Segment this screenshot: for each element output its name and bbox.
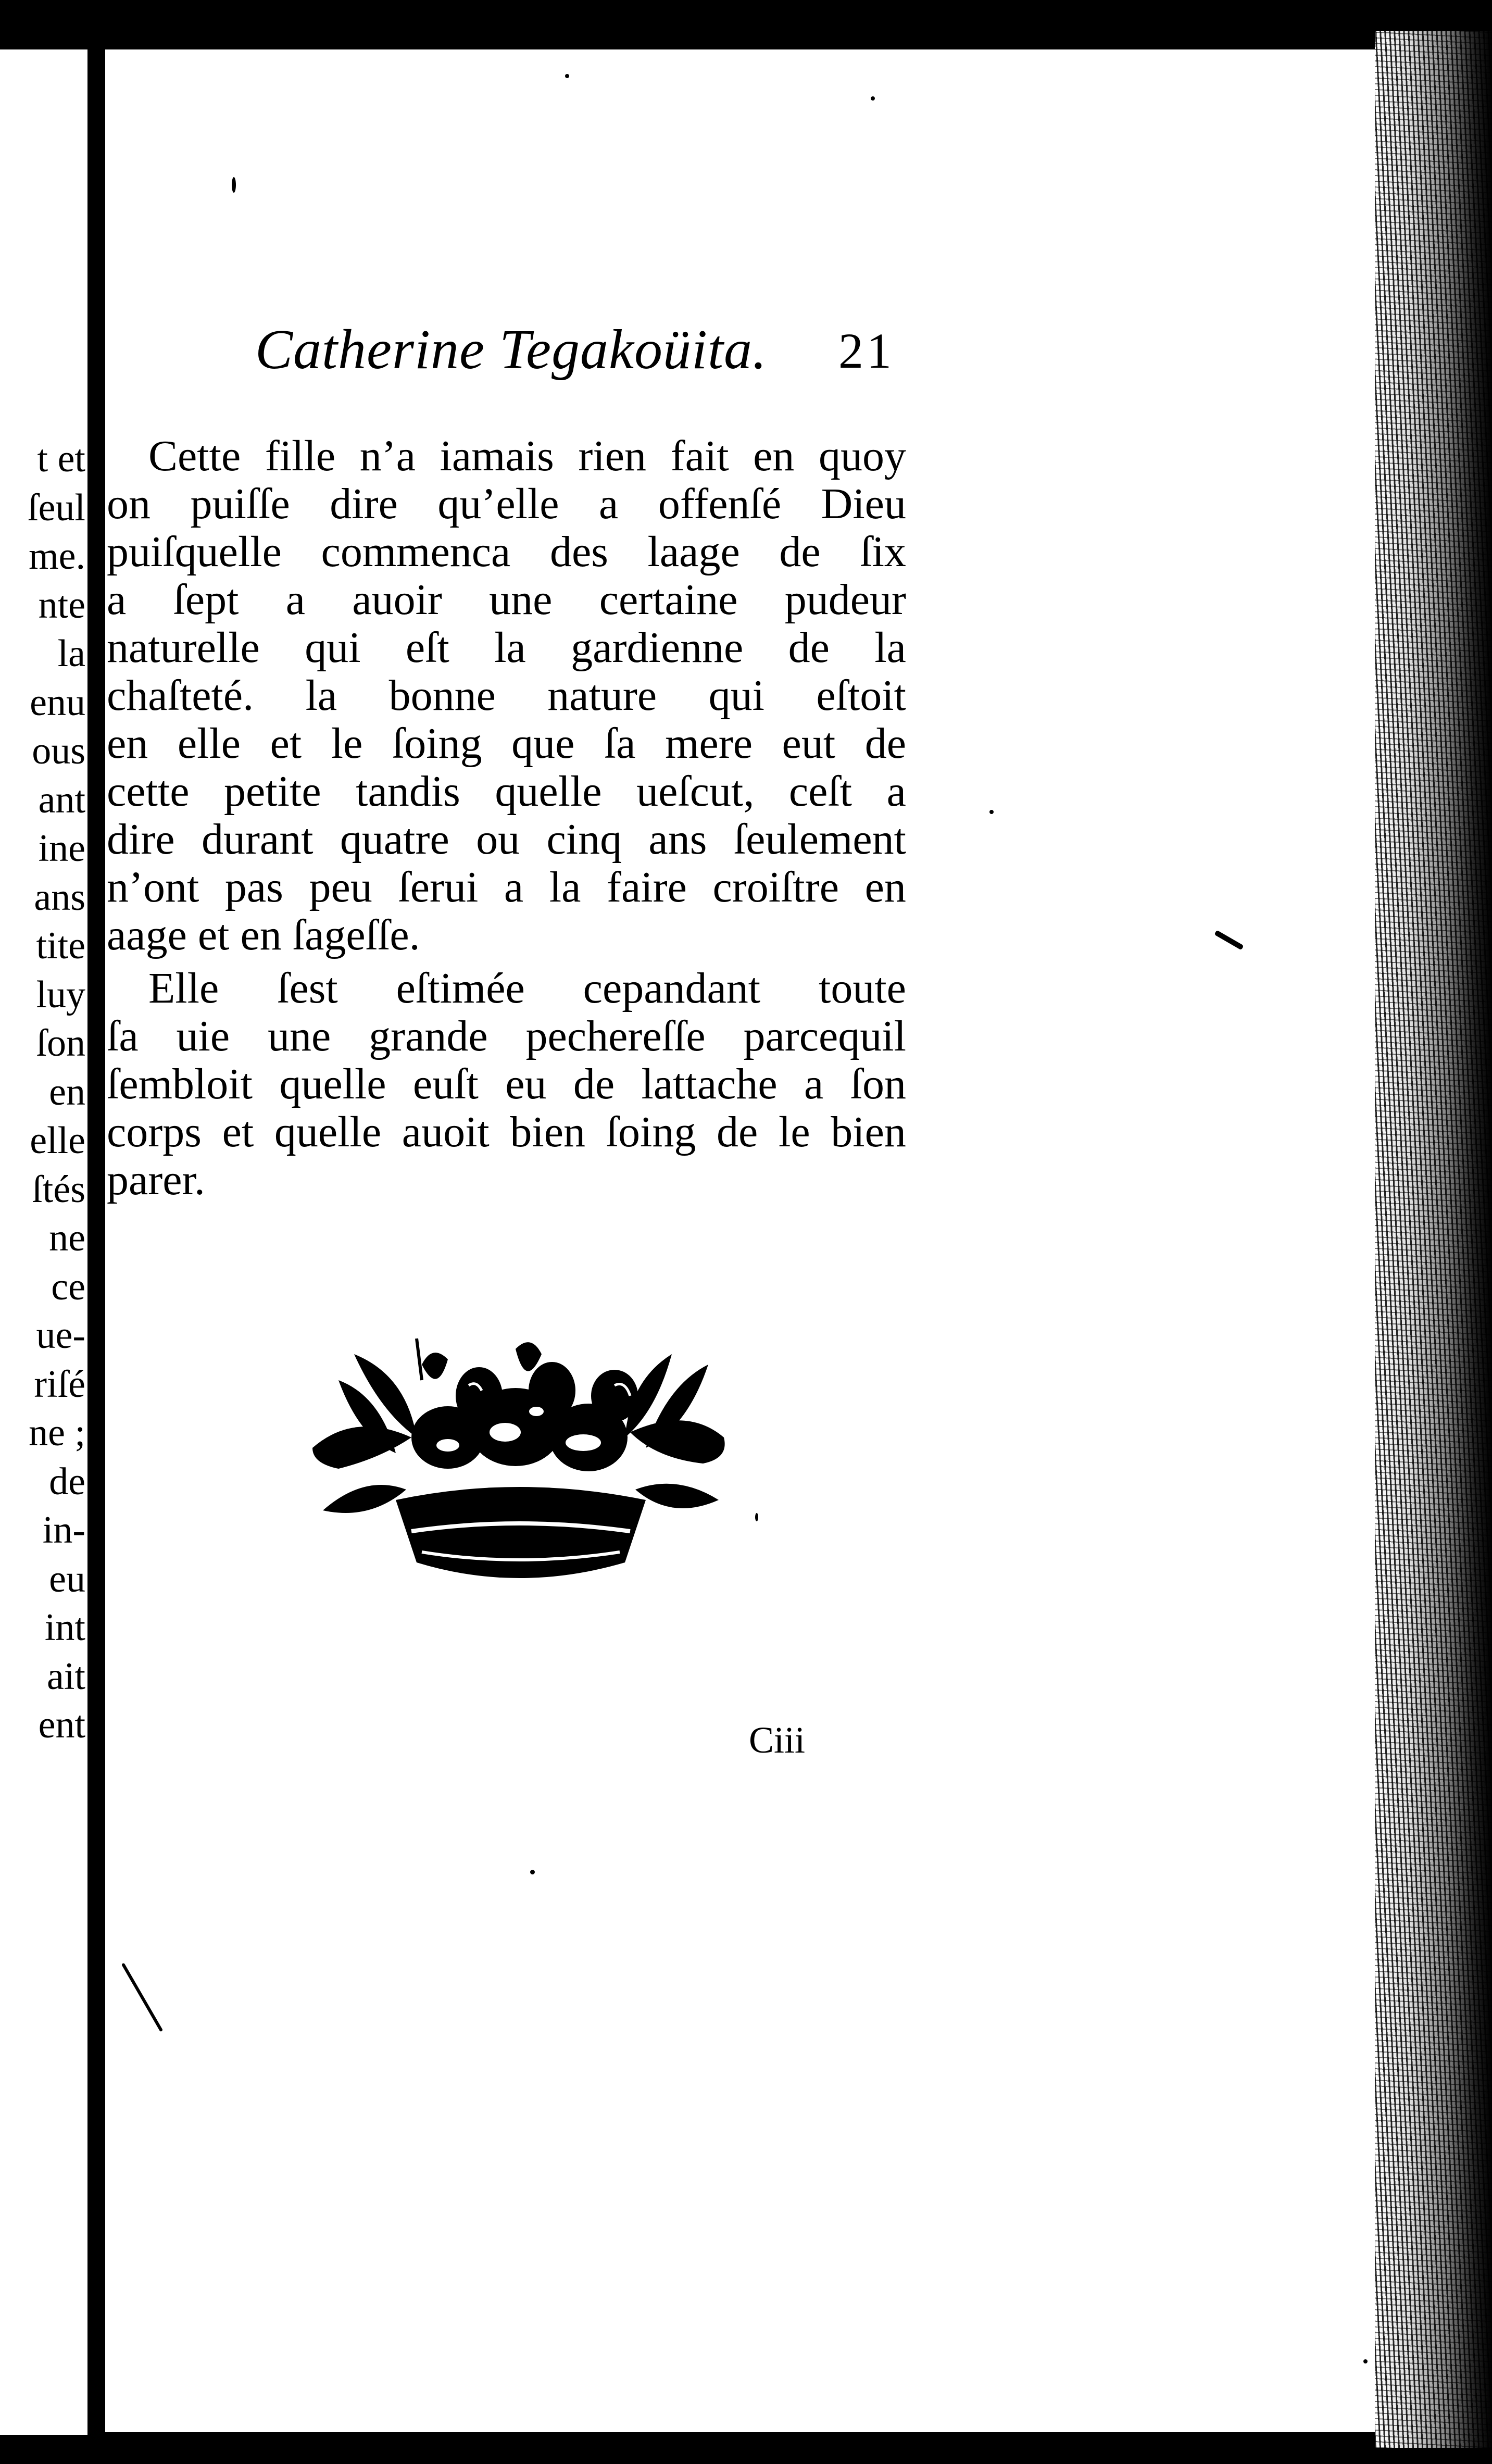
facing-page-fragment: ſtés bbox=[32, 1168, 85, 1211]
word: petite bbox=[224, 767, 321, 816]
word: grande bbox=[369, 1012, 488, 1060]
word: durant bbox=[201, 815, 314, 864]
word: ueſcut, bbox=[636, 767, 755, 816]
word: a bbox=[886, 767, 906, 816]
word: dire bbox=[330, 480, 398, 528]
scan-speck bbox=[565, 74, 569, 78]
word: peu bbox=[309, 863, 372, 911]
word: a bbox=[285, 576, 306, 624]
word: offenſé bbox=[658, 480, 782, 528]
scan-speck bbox=[1363, 2359, 1368, 2363]
word: ſept bbox=[173, 576, 239, 624]
facing-page-text-fragments bbox=[0, 435, 85, 1750]
word: on bbox=[107, 480, 151, 528]
word: auoir bbox=[352, 576, 442, 624]
word: le bbox=[779, 1108, 810, 1156]
word: ſon bbox=[850, 1060, 906, 1108]
word: de bbox=[573, 1060, 615, 1108]
word: nature bbox=[547, 671, 657, 720]
word: toute bbox=[819, 964, 906, 1012]
word: n’a bbox=[359, 432, 416, 480]
word: euſt bbox=[412, 1060, 479, 1108]
word: de bbox=[717, 1108, 758, 1156]
facing-page-fragment: ait bbox=[47, 1655, 85, 1698]
facing-page-fragment: ne bbox=[49, 1217, 85, 1259]
text-line bbox=[107, 624, 906, 672]
word: naturelle bbox=[107, 623, 260, 672]
word: a bbox=[599, 480, 619, 528]
scan-speck bbox=[871, 96, 875, 101]
word: la bbox=[494, 623, 526, 672]
facing-page-fragment: me. bbox=[29, 535, 85, 578]
word: laage bbox=[647, 528, 740, 576]
word: dire bbox=[107, 815, 175, 864]
facing-page-fragment: tite bbox=[36, 924, 85, 967]
text-line bbox=[107, 672, 906, 720]
word: quatre bbox=[340, 815, 449, 864]
text-line bbox=[107, 816, 906, 864]
word: uie bbox=[176, 1012, 230, 1060]
word: Elle bbox=[148, 964, 219, 1012]
facing-page-fragment: eu bbox=[49, 1557, 85, 1600]
facing-page-fragment: int bbox=[44, 1606, 85, 1649]
word: cette bbox=[107, 767, 190, 816]
scan-speck bbox=[232, 177, 236, 193]
signature-mark: Ciii bbox=[749, 1719, 806, 1761]
word: ſembloit bbox=[107, 1060, 253, 1108]
text-line bbox=[107, 1108, 906, 1156]
page-edge-shadow bbox=[1375, 31, 1492, 2448]
word: que bbox=[511, 719, 575, 768]
word: et bbox=[222, 1108, 254, 1156]
word: n’ont bbox=[107, 863, 199, 911]
text-line bbox=[107, 432, 906, 480]
word: des bbox=[549, 528, 608, 576]
word: lattache bbox=[641, 1060, 778, 1108]
word: certaine bbox=[599, 576, 738, 624]
facing-page-fragment: riſé bbox=[34, 1362, 85, 1406]
word: fille bbox=[265, 432, 336, 480]
facing-page-fragment: ſeul bbox=[28, 486, 85, 529]
word: mere bbox=[665, 719, 753, 768]
scan-speck bbox=[755, 1513, 758, 1521]
word: ans bbox=[648, 815, 707, 864]
word: ceſt bbox=[788, 767, 852, 816]
word: a bbox=[107, 576, 127, 624]
scan-speck bbox=[530, 1870, 535, 1874]
word: eu bbox=[505, 1060, 547, 1108]
word: faire bbox=[607, 863, 687, 911]
word: de bbox=[779, 528, 821, 576]
word: eſtoit bbox=[816, 671, 906, 720]
facing-page-fragment: de bbox=[49, 1460, 85, 1503]
word: en bbox=[864, 863, 906, 911]
text-line bbox=[107, 576, 906, 624]
text-line bbox=[107, 720, 906, 768]
word: qui bbox=[305, 623, 361, 672]
facing-page-fragment: elle bbox=[30, 1119, 85, 1162]
word: auoit bbox=[402, 1108, 490, 1156]
facing-page-fragment: ce bbox=[51, 1265, 85, 1308]
text-line: parer. bbox=[107, 1156, 205, 1204]
word: quelle bbox=[274, 1108, 382, 1156]
word: pudeur bbox=[784, 576, 906, 624]
word: eſtimée bbox=[396, 964, 525, 1012]
facing-page-fragment: ant bbox=[38, 778, 85, 821]
word: ou bbox=[476, 815, 520, 864]
text-line bbox=[107, 1012, 906, 1060]
word: ſoing bbox=[392, 719, 482, 768]
word: quoy bbox=[818, 432, 906, 480]
text-line bbox=[107, 864, 906, 911]
word: commenca bbox=[321, 528, 511, 576]
facing-page-fragment: ine bbox=[38, 827, 85, 870]
word: ſest bbox=[277, 964, 338, 1012]
basket-of-flowers-ornament bbox=[292, 1333, 745, 1604]
facing-page-fragment: ent bbox=[38, 1704, 85, 1746]
text-line bbox=[107, 480, 906, 528]
text-line: aage et en ſageſſe. bbox=[107, 911, 420, 959]
book-page bbox=[105, 49, 1384, 2432]
word: tandis bbox=[356, 767, 460, 816]
facing-page-fragment: ous bbox=[32, 730, 85, 772]
word: la bbox=[549, 863, 581, 911]
text-line bbox=[107, 965, 906, 1012]
running-head: Catherine Tegakoüita. bbox=[255, 319, 767, 381]
body-text bbox=[107, 432, 906, 1204]
facing-page-edge bbox=[0, 49, 87, 2435]
word: qu’elle bbox=[437, 480, 559, 528]
word: croiſtre bbox=[712, 863, 839, 911]
word: ſeulement bbox=[733, 815, 906, 864]
word: ſix bbox=[860, 528, 906, 576]
text-line bbox=[107, 528, 906, 576]
facing-page-fragment: ne ; bbox=[29, 1411, 85, 1454]
facing-page-fragment: ans bbox=[34, 875, 85, 919]
basket-icon bbox=[396, 1487, 646, 1578]
word: chaſteté. bbox=[107, 671, 254, 720]
word: parcequil bbox=[743, 1012, 906, 1060]
word: ſoing bbox=[606, 1108, 696, 1156]
facing-page-fragment: ue- bbox=[36, 1314, 85, 1357]
word: une bbox=[267, 1012, 331, 1060]
word: puiſſe bbox=[190, 480, 290, 528]
facing-page-fragment: la bbox=[57, 632, 85, 675]
word: quelle bbox=[495, 767, 602, 816]
word: elle bbox=[177, 719, 241, 768]
word: bien bbox=[831, 1108, 906, 1156]
word: quelle bbox=[279, 1060, 386, 1108]
facing-page-fragment: enu bbox=[30, 681, 85, 724]
word: cepandant bbox=[583, 964, 761, 1012]
facing-page-fragment: nte bbox=[38, 583, 85, 627]
word: la bbox=[305, 671, 337, 720]
word: pas bbox=[224, 863, 283, 911]
word: bien bbox=[510, 1108, 586, 1156]
word: a bbox=[504, 863, 524, 911]
word: et bbox=[270, 719, 302, 768]
word: qui bbox=[708, 671, 764, 720]
word: pechereſſe bbox=[525, 1012, 706, 1060]
facing-page-fragment: luy bbox=[36, 973, 85, 1016]
facing-page-fragment: in- bbox=[42, 1509, 85, 1552]
word: une bbox=[489, 576, 553, 624]
word: fait bbox=[670, 432, 729, 480]
word: ſa bbox=[107, 1012, 139, 1060]
scan-speck bbox=[989, 810, 994, 814]
word: ſerui bbox=[398, 863, 479, 911]
text-line bbox=[107, 768, 906, 816]
word: de bbox=[788, 623, 830, 672]
word: le bbox=[331, 719, 363, 768]
word: Dieu bbox=[821, 480, 906, 528]
word: cinq bbox=[546, 815, 622, 864]
word: en bbox=[107, 719, 148, 768]
word: ſa bbox=[604, 719, 636, 768]
word: bonne bbox=[388, 671, 496, 720]
word: a bbox=[804, 1060, 824, 1108]
word: eſt bbox=[405, 623, 449, 672]
word: corps bbox=[107, 1108, 202, 1156]
word: eut bbox=[782, 719, 836, 768]
facing-page-fragment: en bbox=[49, 1070, 85, 1114]
text-line bbox=[107, 1060, 906, 1108]
page-number: 21 bbox=[838, 323, 895, 379]
word: Cette bbox=[148, 432, 241, 480]
word: gardienne bbox=[571, 623, 744, 672]
facing-page-fragment: t et bbox=[37, 437, 85, 480]
word: la bbox=[874, 623, 906, 672]
word: iamais bbox=[440, 432, 554, 480]
word: en bbox=[753, 432, 795, 480]
book-gutter bbox=[87, 31, 105, 2437]
facing-page-fragment: ſon bbox=[36, 1022, 85, 1065]
word: de bbox=[864, 719, 906, 768]
word: rien bbox=[578, 432, 647, 480]
word: puiſquelle bbox=[107, 528, 282, 576]
